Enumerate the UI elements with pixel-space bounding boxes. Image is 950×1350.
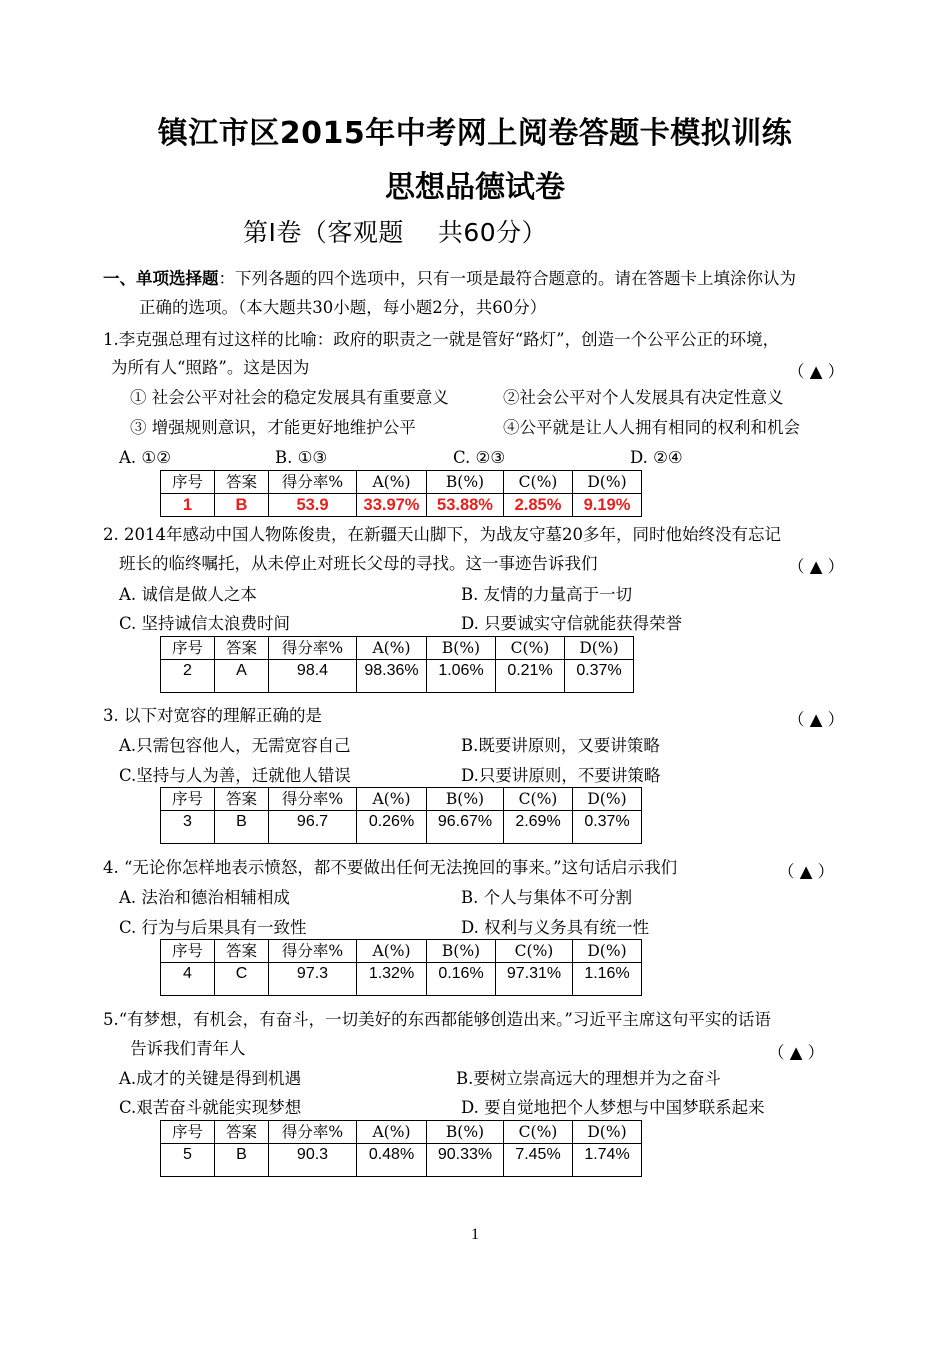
- page-number: 1: [471, 1226, 479, 1243]
- table-header: A(%): [357, 1121, 427, 1144]
- section-instruction-line2: 正确的选项。（本大题共30小题，每小题2分，共60分）: [139, 298, 547, 317]
- table-header: C(%): [504, 1121, 573, 1144]
- table-cell: 97.3: [269, 963, 357, 996]
- option-a: A. 诚信是做人之本: [119, 585, 257, 604]
- answer-mark: （ ▲ ）: [788, 710, 845, 729]
- table-header: B(%): [427, 788, 504, 811]
- table-header: 得分率%: [269, 940, 357, 963]
- stats-table-q4: [160, 939, 642, 996]
- section-heading: 一、单项选择题: [103, 269, 219, 288]
- part-title: 第Ⅰ卷（客观题 共60分）: [243, 218, 548, 247]
- table-header: 答案: [215, 940, 269, 963]
- option-b: B. 友情的力量高于一切: [461, 585, 633, 604]
- table-cell: 0.26%: [357, 811, 427, 844]
- question-4-stem: 4. “无论你怎样地表示愤怒，都不要做出任何无法挽回的事来。”这句话启示我们: [103, 858, 678, 877]
- table-cell: 98.36%: [357, 660, 427, 693]
- option-d: D. 权利与义务具有统一性: [461, 918, 650, 937]
- statement: ②社会公平对个人发展具有决定性意义: [503, 388, 784, 407]
- table-header: 得分率%: [269, 637, 357, 660]
- option-c: C. 行为与后果具有一致性: [119, 918, 307, 937]
- table-cell: 96.7: [269, 811, 357, 844]
- table-cell: 90.33%: [427, 1144, 504, 1177]
- exam-title: 镇江市区2015年中考网上阅卷答题卡模拟训练: [157, 116, 793, 151]
- table-cell: 0.48%: [357, 1144, 427, 1177]
- option-c: C. ②③: [453, 448, 506, 467]
- table-header: D(%): [573, 1121, 642, 1144]
- table-header: C(%): [496, 940, 573, 963]
- table-cell: C: [215, 963, 269, 996]
- option-b: B. ①③: [275, 448, 328, 467]
- table-cell: 2.85%: [504, 494, 573, 517]
- option-a: A.成才的关键是得到机遇: [119, 1069, 302, 1088]
- option-c: C. 坚持诚信太浪费时间: [119, 614, 291, 633]
- table-cell: 0.37%: [565, 660, 634, 693]
- table-cell: 1.16%: [573, 963, 642, 996]
- answer-mark: （ ▲ ）: [788, 557, 845, 576]
- table-header: B(%): [427, 940, 496, 963]
- table-cell: 90.3: [269, 1144, 357, 1177]
- statement: ① 社会公平对社会的稳定发展具有重要意义: [130, 388, 449, 407]
- question-1-stem-line2: 为所有人“照路”。这是因为: [111, 358, 310, 377]
- stats-table-q1: [160, 470, 642, 517]
- table-cell: B: [215, 494, 269, 517]
- table-header: B(%): [427, 471, 504, 494]
- exam-subtitle: 思想品德试卷: [385, 170, 565, 205]
- option-a: A. ①②: [119, 448, 171, 467]
- question-2-stem: 2. 2014年感动中国人物陈俊贵，在新疆天山脚下，为战友守墓20多年，同时他始终没有忘记: [103, 525, 781, 544]
- option-d: D.只要讲原则，不要讲策略: [461, 766, 661, 785]
- table-cell: 0.37%: [573, 811, 642, 844]
- statement: ③ 增强规则意识，才能更好地维护公平: [130, 418, 416, 437]
- answer-mark: （ ▲ ）: [788, 362, 845, 381]
- table-header: 序号: [161, 788, 215, 811]
- option-c: C.艰苦奋斗就能实现梦想: [119, 1098, 302, 1117]
- table-header: D(%): [573, 940, 642, 963]
- option-a: A. 法治和德治相辅相成: [119, 888, 290, 907]
- section-instruction: [103, 268, 796, 290]
- table-header: C(%): [504, 788, 573, 811]
- option-c: C.坚持与人为善，迁就他人错误: [119, 766, 351, 785]
- option-b: B.既要讲原则，又要讲策略: [461, 736, 660, 755]
- table-cell: B: [215, 1144, 269, 1177]
- table-cell: 0.21%: [496, 660, 565, 693]
- table-header: 得分率%: [269, 1121, 357, 1144]
- table-header: 序号: [161, 637, 215, 660]
- table-cell: 3: [161, 811, 215, 844]
- option-d: D. ②④: [630, 448, 683, 467]
- table-cell: 0.16%: [427, 963, 496, 996]
- option-b: B.要树立崇高远大的理想并为之奋斗: [456, 1069, 721, 1088]
- answer-mark: （ ▲ ）: [778, 862, 835, 881]
- table-cell: 9.19%: [573, 494, 642, 517]
- table-cell: 5: [161, 1144, 215, 1177]
- question-1-stem: 1.李克强总理有过这样的比喻：政府的职责之一就是管好“路灯”，创造一个公平公正的环境，: [103, 330, 780, 349]
- table-cell: 1.74%: [573, 1144, 642, 1177]
- table-header: B(%): [427, 1121, 504, 1144]
- stats-table-q3: [160, 787, 642, 844]
- question-2-stem-line2: 班长的临终嘱托，从未停止对班长父母的寻找。这一事迹告诉我们: [119, 554, 598, 573]
- table-cell: 98.4: [269, 660, 357, 693]
- table-cell: B: [215, 811, 269, 844]
- table-header: D(%): [573, 471, 642, 494]
- table-header: C(%): [504, 471, 573, 494]
- table-header: A(%): [357, 637, 427, 660]
- table-header: 得分率%: [269, 788, 357, 811]
- table-cell: 96.67%: [427, 811, 504, 844]
- table-header: 序号: [161, 940, 215, 963]
- table-header: 序号: [161, 1121, 215, 1144]
- table-header: B(%): [427, 637, 496, 660]
- table-header: 答案: [215, 471, 269, 494]
- table-cell: 2.69%: [504, 811, 573, 844]
- table-cell: 2: [161, 660, 215, 693]
- stats-table-q2: [160, 636, 634, 693]
- option-a: A.只需包容他人，无需宽容自己: [119, 736, 351, 755]
- table-header: C(%): [496, 637, 565, 660]
- table-cell: 1.32%: [357, 963, 427, 996]
- table-header: D(%): [565, 637, 634, 660]
- answer-mark: （ ▲ ）: [768, 1043, 825, 1062]
- table-header: 答案: [215, 788, 269, 811]
- table-cell: 1.06%: [427, 660, 496, 693]
- table-header: 答案: [215, 637, 269, 660]
- table-cell: 7.45%: [504, 1144, 573, 1177]
- table-header: A(%): [357, 788, 427, 811]
- option-d: D. 要自觉地把个人梦想与中国梦联系起来: [461, 1098, 765, 1117]
- table-cell: 1: [161, 494, 215, 517]
- section-instruction-text: ：下列各题的四个选项中，只有一项是最符合题意的。请在答题卡上填涂你认为: [218, 269, 796, 288]
- option-b: B. 个人与集体不可分割: [461, 888, 633, 907]
- table-cell: 4: [161, 963, 215, 996]
- table-cell: 33.97%: [357, 494, 427, 517]
- table-cell: 53.9: [269, 494, 357, 517]
- option-d: D. 只要诚实守信就能获得荣誉: [461, 614, 683, 633]
- table-header: 答案: [215, 1121, 269, 1144]
- table-cell: 53.88%: [427, 494, 504, 517]
- question-5-stem: 5.“有梦想，有机会，有奋斗，一切美好的东西都能够创造出来。”习近平主席这句平实的话语: [103, 1010, 771, 1029]
- question-3-stem: 3. 以下对宽容的理解正确的是: [103, 706, 322, 725]
- table-header: 得分率%: [269, 471, 357, 494]
- table-header: 序号: [161, 471, 215, 494]
- table-cell: 97.31%: [496, 963, 573, 996]
- table-header: A(%): [357, 940, 427, 963]
- stats-table-q5: [160, 1120, 642, 1177]
- question-5-stem-line2: 告诉我们青年人: [130, 1039, 246, 1058]
- table-header: A(%): [357, 471, 427, 494]
- table-header: D(%): [573, 788, 642, 811]
- statement: ④公平就是让人人拥有相同的权利和机会: [503, 418, 800, 437]
- table-cell: A: [215, 660, 269, 693]
